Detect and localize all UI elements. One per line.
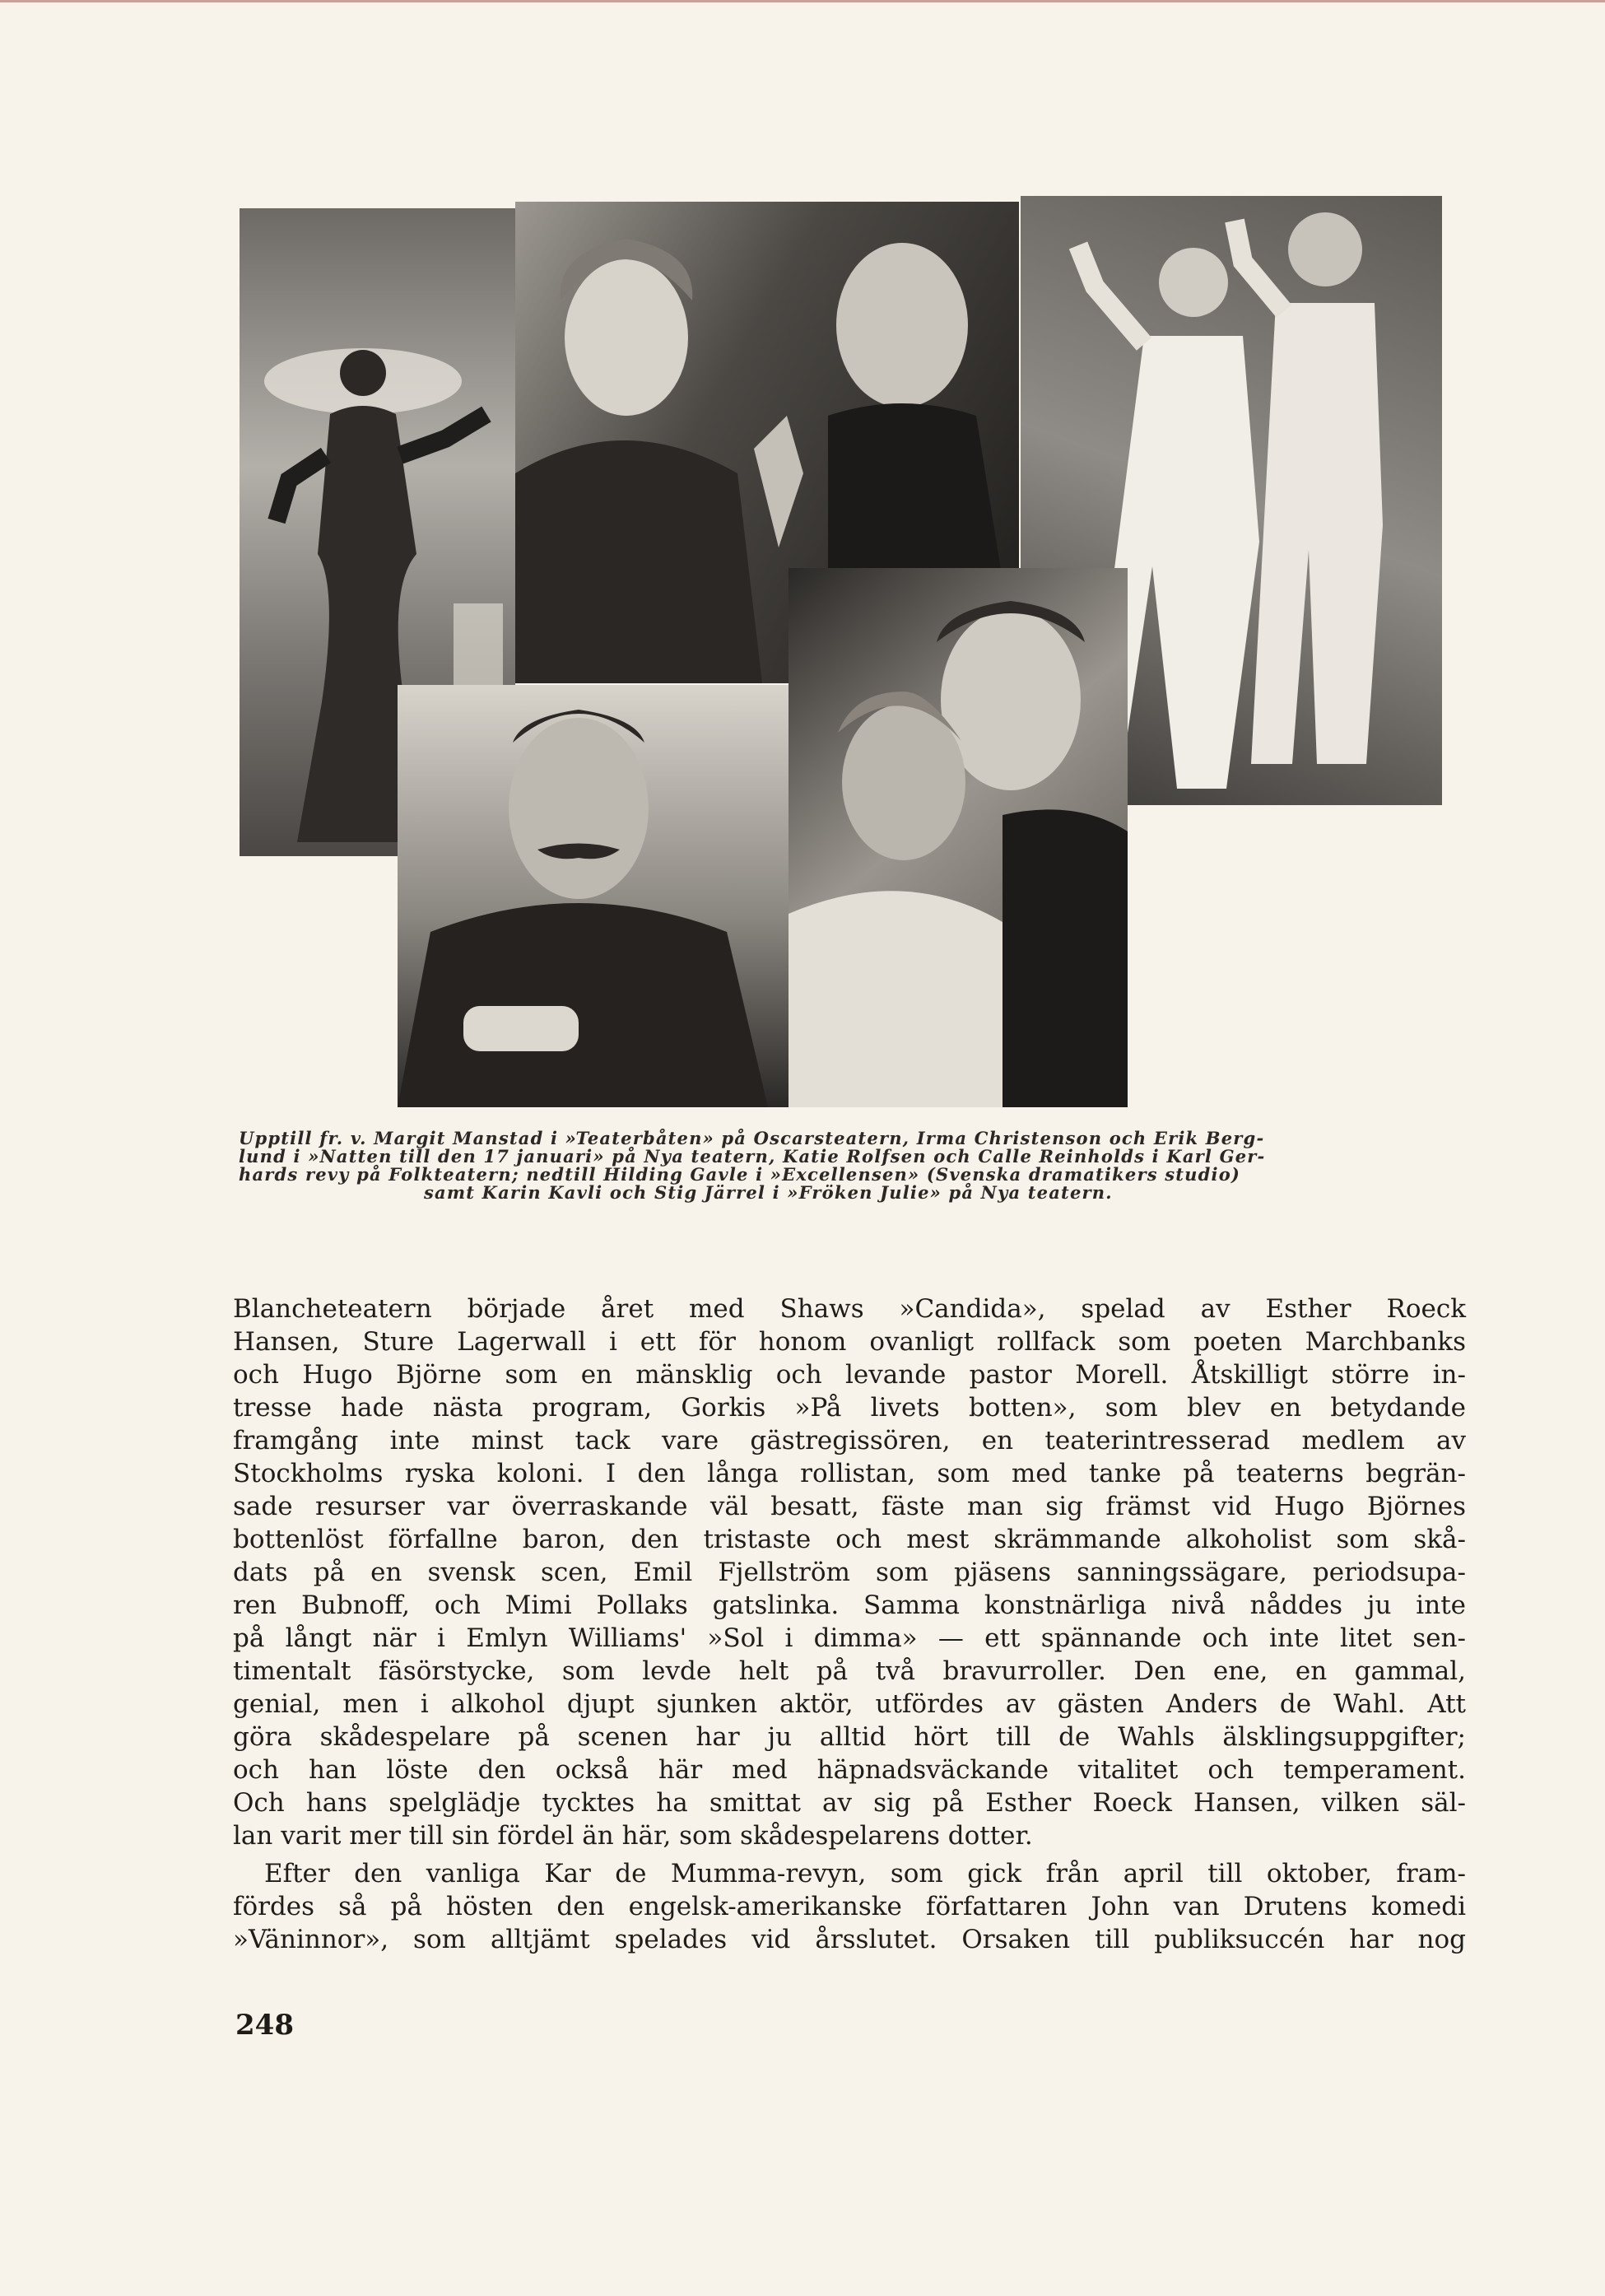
photo-kavli-jarrel: [789, 568, 1128, 1107]
text-line: framgång inte minst tack vare gästregissören, en teaterintresserad medlem av: [233, 1426, 1466, 1455]
photo-figure-illustration: [789, 568, 1128, 1107]
caption-line: hards revy på Folkteatern; nedtill Hilding Gavle i »Excellensen» (Svenska dramatikers studio): [239, 1164, 1241, 1185]
text-line: Och hans spelglädje tycktes ha smittat av sig på Esther Roeck Hansen, vilken säl-: [233, 1788, 1466, 1818]
paragraph-2: [233, 1857, 1466, 1956]
text-line: Efter den vanliga Kar de Mumma-revyn, som gick från april till oktober, fram-: [264, 1859, 1466, 1888]
photo-caption: [239, 1129, 1449, 1202]
text-line: dats på en svensk scen, Emil Fjellström som pjäsens sanningssägare, periodsupa-: [233, 1558, 1466, 1587]
text-line: fördes så på hösten den engelsk-amerikanske författaren John van Drutens komedi: [233, 1892, 1466, 1921]
text-line: och Hugo Björne som en mänsklig och levande pastor Morell. Åtskilligt större in-: [233, 1360, 1466, 1390]
photo-hilding-gavle: [398, 685, 789, 1107]
paragraph-1: [233, 1292, 1466, 1852]
text-line: »Väninnor», som alltjämt spelades vid årsslutet. Orsaken till publiksuccén har nog: [233, 1925, 1466, 1954]
text-line: Blancheteatern började året med Shaws »Candida», spelad av Esther Roeck: [233, 1294, 1466, 1324]
text-line: och han löste den också här med häpnadsväckande vitalitet och temperament.: [233, 1755, 1466, 1785]
text-line: ren Bubnoff, och Mimi Pollaks gatslinka. Samma konstnärliga nivå nåddes ju inte: [233, 1590, 1466, 1620]
caption-line: Upptill fr. v. Margit Manstad i »Teaterbåten» på Oscarsteatern, Irma Christenson och Erik Berg-: [239, 1128, 1265, 1148]
photo-figure-illustration: [398, 685, 789, 1107]
caption-line: samt Karin Kavli och Stig Järrel i »Fröken Julie» på Nya teatern.: [424, 1182, 1113, 1203]
text-line: lan varit mer till sin fördel än här, som skådespelarens dotter.: [233, 1821, 1033, 1851]
text-line: timentalt fäsörstycke, som levde helt på två bravurroller. Den ene, en gammal,: [233, 1656, 1466, 1686]
text-line: Stockholms ryska koloni. I den långa rollistan, som med tanke på teaterns begrän-: [233, 1459, 1466, 1488]
text-line: sade resurser var överraskande väl besatt, fäste man sig främst vid Hugo Björnes: [233, 1492, 1466, 1521]
page-number: 248: [235, 2009, 294, 2042]
caption-line: lund i »Natten till den 17 januari» på Nya teatern, Katie Rolfsen och Calle Reinholds i Karl Ger-: [239, 1146, 1266, 1167]
text-line: Hansen, Sture Lagerwall i ett för honom ovanligt rollfack som poeten Marchbanks: [233, 1327, 1466, 1357]
text-line: på långt när i Emlyn Williams' »Sol i dimma» — ett spännande och inte litet sen-: [233, 1623, 1466, 1653]
text-line: bottenlöst förfallne baron, den tristaste och mest skrämmande alkoholist som skå-: [233, 1525, 1466, 1554]
text-line: genial, men i alkohol djupt sjunken aktör, utfördes av gästen Anders de Wahl. Att: [233, 1689, 1466, 1719]
text-line: tresse hade nästa program, Gorkis »På livets botten», som blev en betydande: [233, 1393, 1466, 1423]
text-line: göra skådespelare på scenen har ju alltid hört till de Wahls älsklingsuppgifter;: [233, 1722, 1466, 1752]
article-body: [233, 1292, 1466, 1961]
